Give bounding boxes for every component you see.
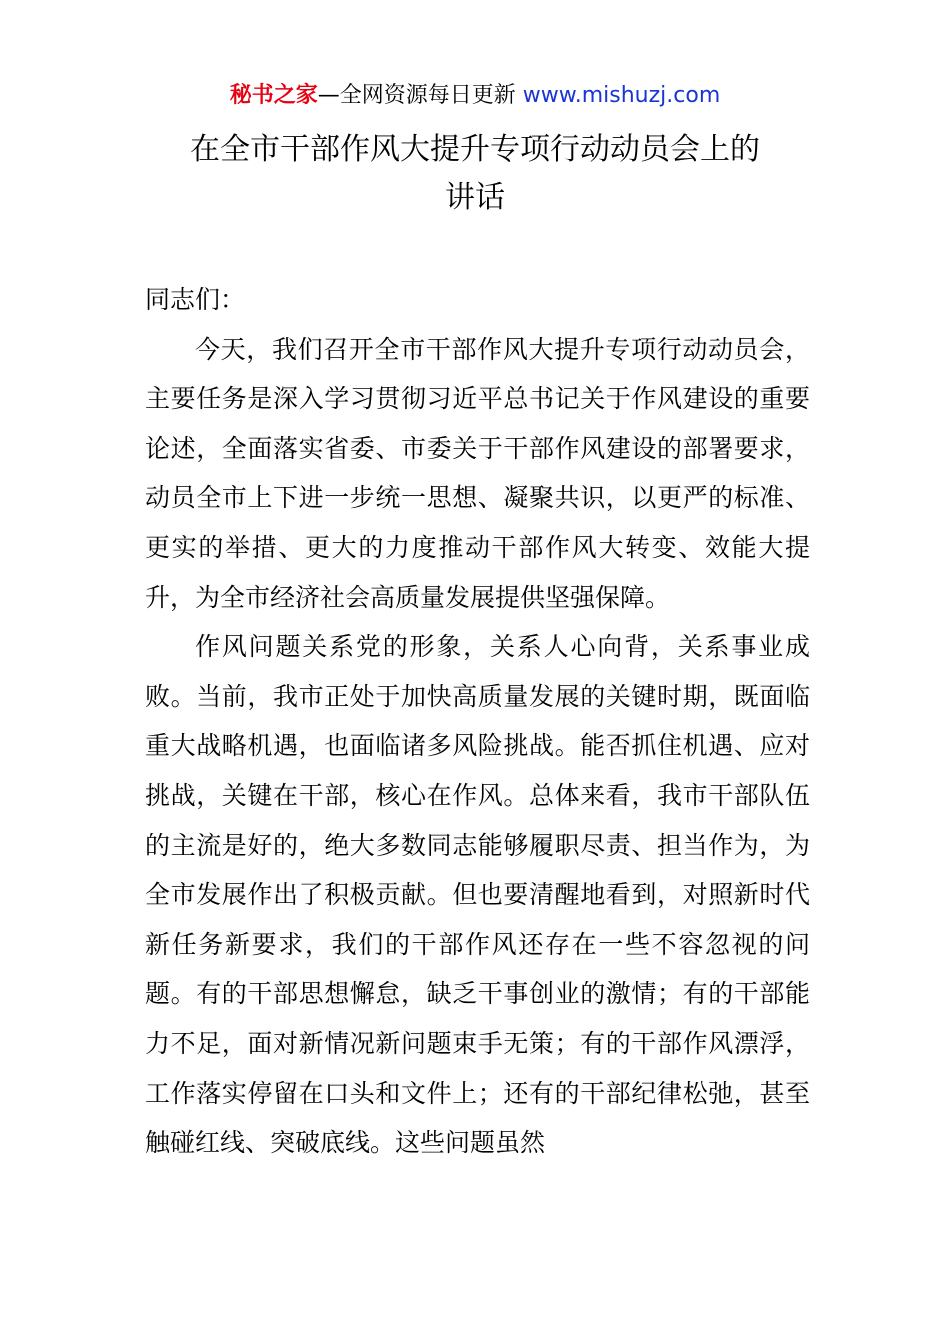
document-title-line: 讲话 bbox=[445, 180, 505, 215]
paragraph: 今天，我们召开全市干部作风大提升专项行动动员会，主要任务是深入学习贯彻习近平总书记关于作风建设的重要论述，全面落实省委、市委关于干部作风建设的部署要求，动员全市上下进一步统一思想、凝聚共识，以更严的标准、更实的举措、更大的力度推动干部作风大转变、效能大提升，为全市经济社会高质量发展提供坚强保障。 bbox=[145, 334, 810, 612]
document-title-line: 在全市干部作风大提升专项行动动员会上的 bbox=[190, 132, 760, 167]
paragraph: 作风问题关系党的形象，关系人心向背，关系事业成败。当前，我市正处于加快高质量发展的关键时期，既面临重大战略机遇，也面临诸多风险挑战。能否抓住机遇、应对挑战，关键在干部，核心在作风。总体来看，我市干部队伍的主流是好的，绝大多数同志能够履职尽责、担当作为，为全市发展作出了积极贡献。但也要清醒地看到，对照新时代新任务新要求，我们的干部作风还存在一些不容忽视的问题。有的干部思想懈怠，缺乏干事创业的激情；有的干部能力不足，面对新情况新问题束手无策；有的干部作风漂浮，工作落实停留在口头和文件上；还有的干部纪律松弛，甚至触碰红线、突破底线。这些问题虽然 bbox=[145, 632, 810, 1158]
salutation: 同志们： bbox=[145, 285, 246, 314]
document-body bbox=[145, 275, 810, 1168]
site-header bbox=[0, 80, 950, 112]
site-brand: 秘书之家 bbox=[229, 83, 318, 108]
document-title bbox=[120, 126, 830, 222]
site-url[interactable]: www.mishuzj.com bbox=[522, 83, 721, 108]
site-tagline: —全网资源每日更新 bbox=[317, 83, 523, 108]
